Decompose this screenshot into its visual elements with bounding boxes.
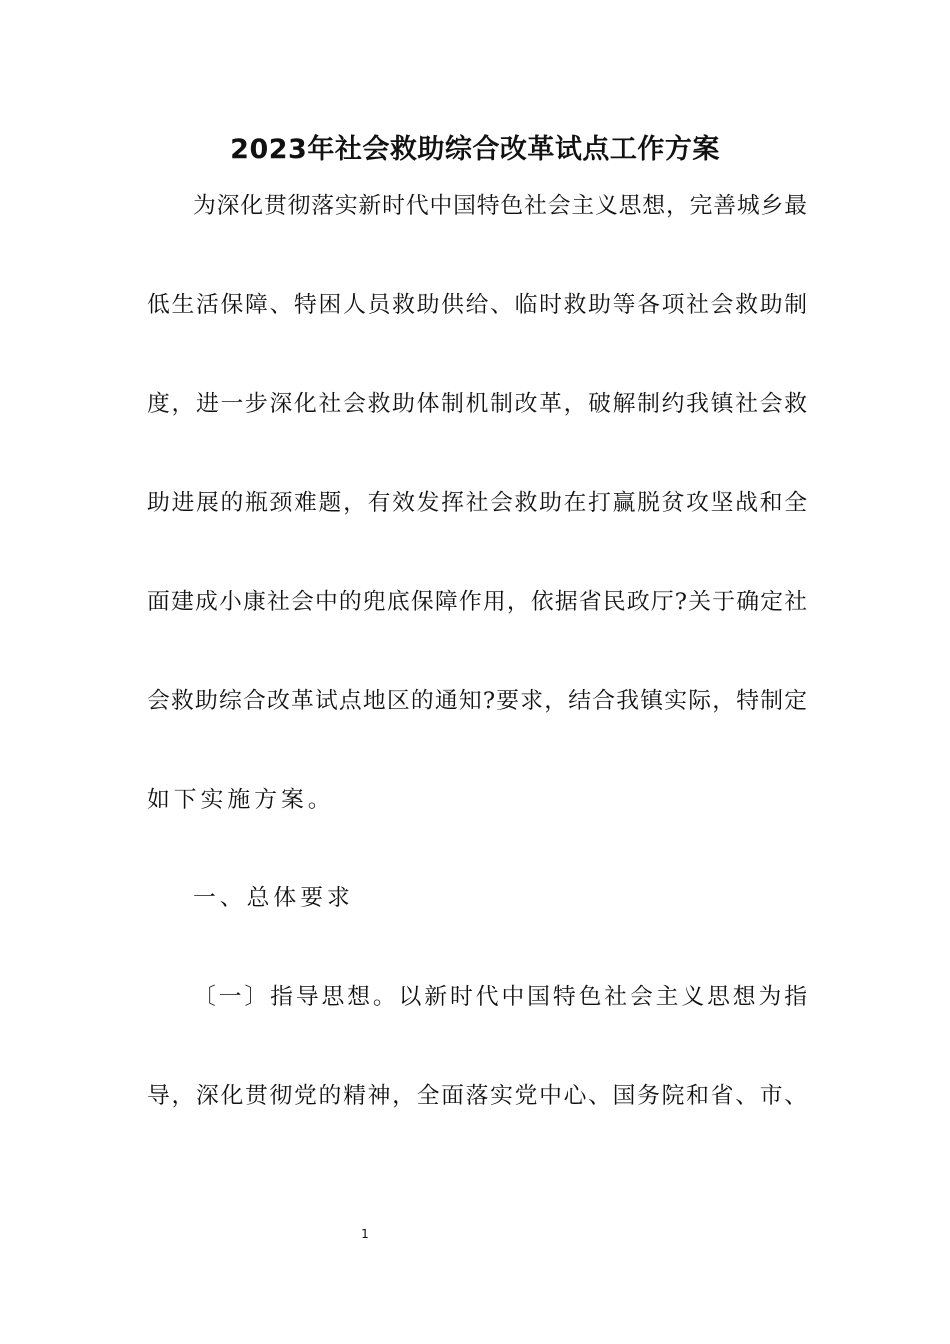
paragraph-line: 导，深化贯彻党的精神，全面落实党中心、国务院和省、市、 [147, 1083, 807, 1109]
paragraph-line: 〔一〕指导思想。以新时代中国特色社会主义思想为指 [193, 984, 807, 1010]
paragraph-line: 会救助综合改革试点地区的通知?要求，结合我镇实际，特制定 [147, 688, 807, 714]
paragraph-line: 如下实施方案。 [147, 787, 335, 813]
page-number: 1 [361, 1227, 369, 1241]
paragraph-line: 低生活保障、特困人员救助供给、临时救助等各项社会救助制 [147, 292, 807, 318]
section-heading: 一、总体要求 [193, 885, 354, 911]
paragraph-line: 度，进一步深化社会救助体制机制改革，破解制约我镇社会救 [147, 391, 807, 417]
document-title: 2023年社会救助综合改革试点工作方案 [230, 134, 720, 165]
paragraph-line: 助进展的瓶颈难题，有效发挥社会救助在打赢脱贫攻坚战和全 [147, 490, 807, 516]
paragraph-line: 面建成小康社会中的兜底保障作用，依据省民政厅?关于确定社 [147, 589, 807, 615]
paragraph-line: 为深化贯彻落实新时代中国特色社会主义思想，完善城乡最 [193, 193, 807, 219]
